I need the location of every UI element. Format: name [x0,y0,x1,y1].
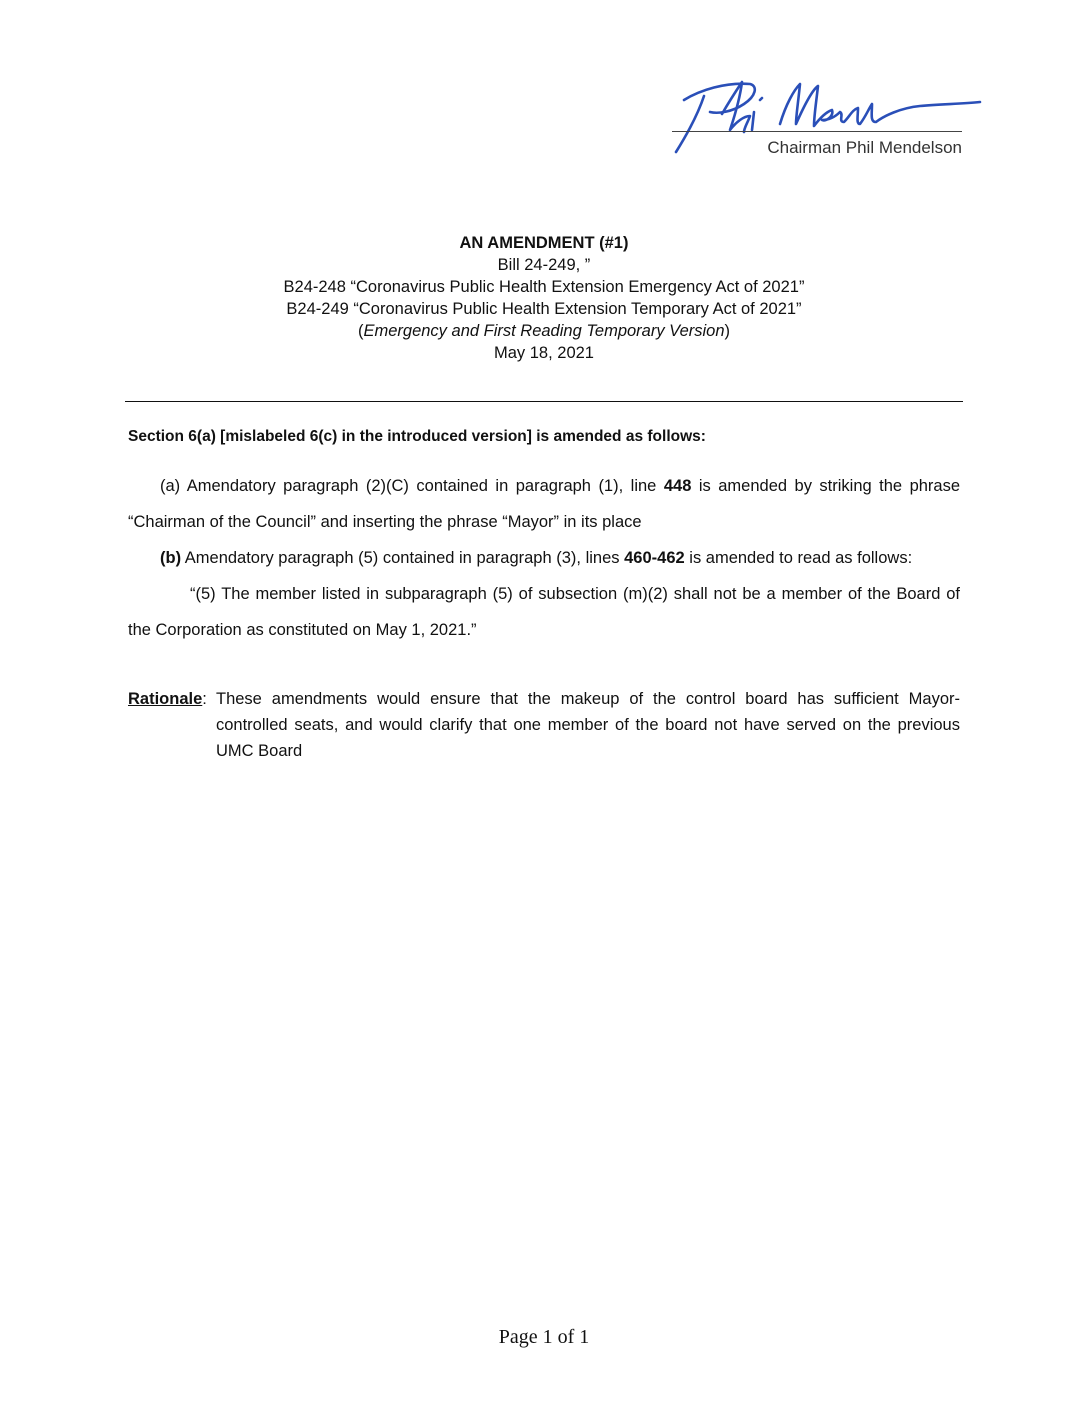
version-close-paren: ) [724,322,731,340]
rationale-block [128,686,960,760]
bill-number: Bill 24-249, ” [497,256,591,274]
paragraph-a-text: is amended by striking the phrase “Chairman of the Council” and inserting the phrase “Mayor” in its place [128,477,961,531]
quoted-amendment: “(5) The member listed in subparagraph (5) of subsection (m)(2) shall not be a member of the Board of the Corporation as constituted on May 1, 2021.” [128,585,960,639]
rationale-text: These amendments would ensure that the makeup of the control board has sufficient Mayor-controlled seats, and would clarify that one member of the board not have served on the previous UMC Board [216,690,960,760]
signature-line [672,131,962,132]
signer-name: Chairman Phil Mendelson [767,138,962,157]
paragraph-a-label: (a) Amendatory paragraph (2)(C) contained in paragraph (1), line [160,477,657,495]
paragraph-b-text-end: is amended to read as follows: [689,549,913,567]
paragraph-b-label: (b) [160,549,182,567]
heading-divider [125,401,963,402]
document-heading [0,232,1088,364]
paragraph-b [128,540,960,576]
paragraph-b-line-numbers: 460-462 [624,549,685,567]
page-number: Page 1 of 1 [498,1326,590,1348]
rationale-colon: : [202,690,207,708]
version-line [0,320,1088,342]
version-label: Emergency and First Reading Temporary Version [363,322,725,340]
paragraph-b-text: Amendatory paragraph (5) contained in paragraph (3), lines [184,549,620,567]
version-open-paren: ( [357,322,364,340]
temporary-act-title: B24-249 “Coronavirus Public Health Extension Temporary Act of 2021” [286,300,802,318]
document-date: May 18, 2021 [494,344,594,362]
rationale-label: Rationale [128,690,203,708]
section-heading: Section 6(a) [mislabeled 6(c) in the introduced version] is amended as follows: [128,428,706,445]
paragraph-a [128,468,960,540]
amendment-title: AN AMENDMENT (#1) [459,234,629,252]
paragraph-a-line-number: 448 [663,477,692,495]
emergency-act-title: B24-248 “Coronavirus Public Health Extension Emergency Act of 2021” [283,278,805,296]
signature-block [640,70,990,170]
